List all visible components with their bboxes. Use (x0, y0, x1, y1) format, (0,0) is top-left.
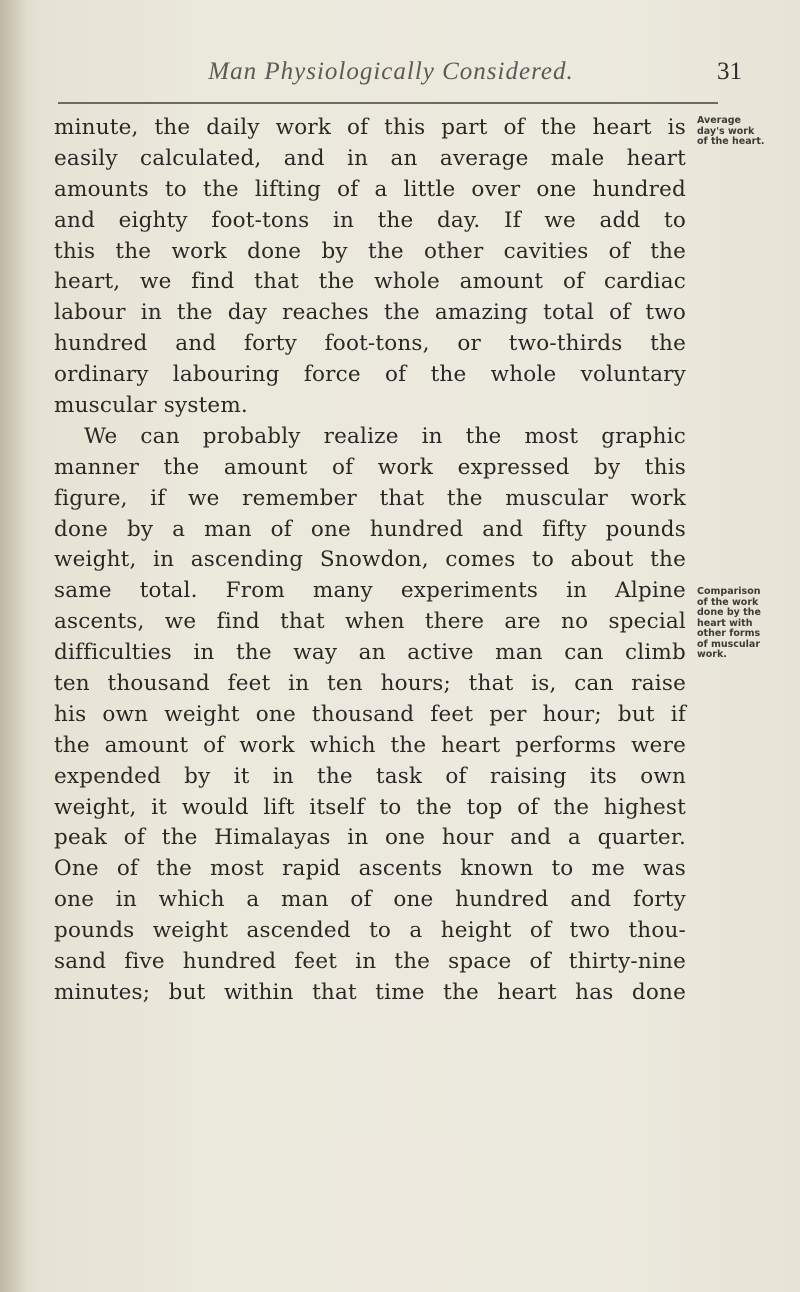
text-line: this the work done by the other cavities of the (54, 238, 686, 264)
text-line: sand five hundred feet in the space of thirty-nine (54, 949, 686, 975)
text-line: ascents, we find that when there are no special (54, 609, 686, 635)
sidenote-line: heart with (697, 617, 753, 629)
text-line: weight, it would lift itself to the top of the highest (54, 794, 686, 820)
sidenote-line: of the heart. (697, 136, 765, 147)
text-line: and eighty foot-tons in the day. If we add to (54, 207, 686, 233)
header-rule (58, 102, 718, 104)
running-head: Man Physiologically Considered. (208, 58, 574, 85)
sidenote-line: done by the (697, 607, 761, 618)
sidenote-line: other forms (697, 628, 761, 639)
text-line: muscular system. (54, 393, 248, 419)
text-line: manner the amount of work expressed by this (54, 454, 686, 480)
sidenote-line: of the work (697, 596, 759, 608)
text-line: labour in the day reaches the amazing total of two (54, 300, 686, 326)
text-line: weight, in ascending Snowdon, comes to about the (54, 547, 686, 573)
text-line: one in which a man of one hundred and forty (54, 887, 686, 913)
sidenote-average-work (697, 116, 787, 148)
gutter-shadow (0, 0, 28, 1292)
text-line: the amount of work which the heart performs were (54, 732, 686, 758)
text-line: done by a man of one hundred and fifty pounds (54, 516, 686, 542)
sidenote-line: Comparison (697, 586, 761, 597)
text-line: expended by it in the task of raising its own (54, 763, 686, 789)
text-line: figure, if we remember that the muscular work (54, 485, 686, 511)
body-text (54, 113, 686, 1009)
sidenote-line: day's work (697, 125, 755, 137)
text-line: peak of the Himalayas in one hour and a quarter. (54, 825, 686, 851)
page-number: 31 (717, 58, 742, 85)
text-line: One of the most rapid ascents known to me was (54, 856, 686, 882)
page-header (40, 58, 742, 94)
text-line: minute, the daily work of this part of the heart is (54, 115, 686, 140)
text-line: heart, we find that the whole amount of cardiac (54, 269, 686, 295)
sidenote-comparison (697, 587, 787, 661)
text-line: We can probably realize in the most graphic (84, 423, 686, 449)
text-line: pounds weight ascended to a height of two thou- (54, 918, 686, 944)
text-line: minutes; but within that time the heart has done (54, 979, 686, 1005)
text-line: easily calculated, and in an average male heart (54, 145, 686, 171)
text-line: ten thousand feet in ten hours; that is, can raise (54, 671, 686, 697)
sidenote-line: Average (697, 115, 741, 126)
text-line: his own weight one thousand feet per hour; but if (54, 701, 686, 727)
text-line: amounts to the lifting of a little over one hundred (54, 176, 686, 202)
text-line: hundred and forty foot-tons, or two-thirds the (54, 331, 686, 357)
sidenote-line: work. (697, 649, 727, 660)
text-line: same total. From many experiments in Alpine (54, 578, 686, 604)
text-line: ordinary labouring force of the whole voluntary (54, 362, 686, 388)
sidenote-line: of muscular (697, 638, 761, 650)
text-line: difficulties in the way an active man can climb (54, 640, 686, 666)
